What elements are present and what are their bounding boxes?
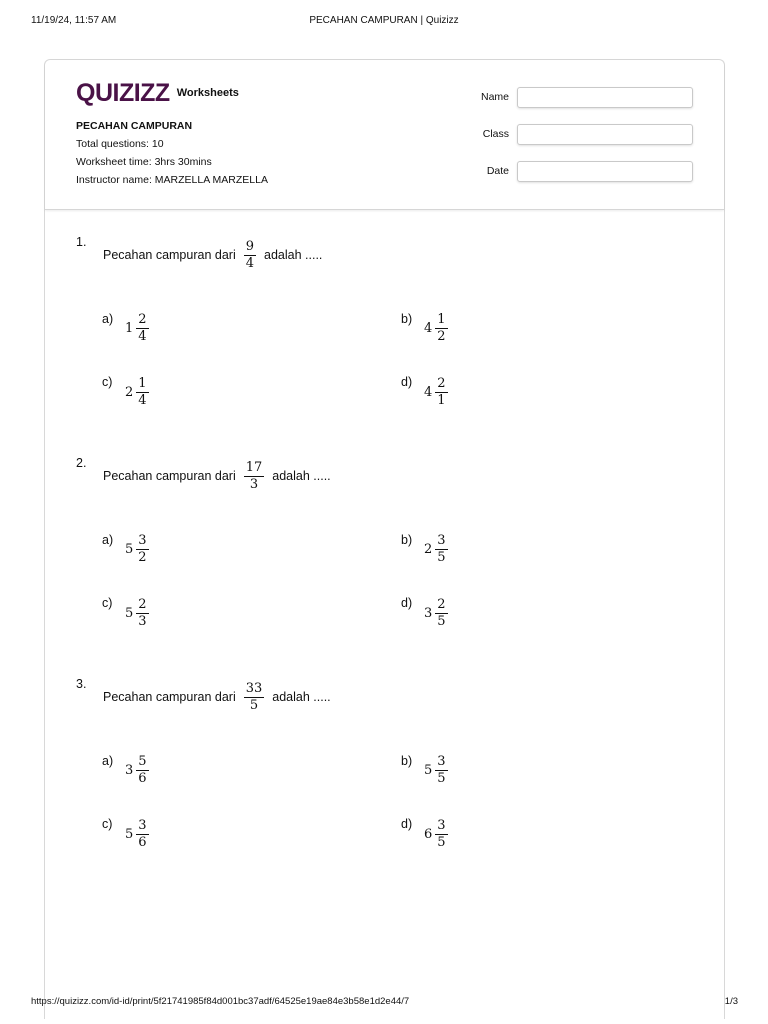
question-text [103, 682, 331, 712]
question-fraction [244, 461, 265, 491]
answer-option[interactable] [125, 313, 149, 343]
option-label: c) [102, 817, 113, 831]
numerator: 2 [437, 376, 446, 391]
whole-number: 5 [125, 541, 134, 557]
numerator: 2 [138, 312, 147, 327]
answer-option[interactable] [125, 819, 149, 849]
denominator: 6 [138, 770, 147, 786]
option-label: a) [102, 754, 114, 768]
question-prefix: Pecahan campuran dari [103, 248, 236, 263]
option-label: d) [401, 375, 413, 389]
question-fraction [244, 682, 265, 712]
option-fraction [435, 598, 447, 628]
denominator: 2 [138, 549, 147, 565]
option-fraction [136, 819, 148, 849]
instructor-name: Instructor name: MARZELLA MARZELLA [76, 174, 268, 186]
whole-number: 6 [424, 826, 433, 842]
numerator: 17 [245, 460, 263, 475]
worksheet-header [45, 60, 724, 210]
option-label: b) [401, 754, 413, 768]
print-url: https://quizizz.com/id-id/print/5f21741985f84d001bc37adf/64525e19ae84e3b58e1d2e44/7 [31, 996, 410, 1007]
whole-number: 4 [424, 320, 433, 336]
question-suffix: adalah ..... [264, 248, 323, 263]
option-fraction [435, 377, 447, 407]
worksheet-time: Worksheet time: 3hrs 30mins [76, 156, 212, 168]
option-fraction [136, 598, 148, 628]
option-fraction [136, 534, 148, 564]
denominator: 5 [437, 834, 446, 850]
option-label: d) [401, 596, 413, 610]
numerator: 33 [245, 681, 263, 696]
numerator: 2 [437, 597, 446, 612]
answer-option[interactable] [125, 534, 149, 564]
numerator: 3 [138, 533, 147, 548]
option-label: b) [401, 533, 413, 547]
question-text [103, 461, 331, 491]
denominator: 4 [138, 392, 147, 408]
print-page-title: PECAHAN CAMPURAN | Quizizz [309, 15, 459, 26]
numerator: 3 [437, 818, 446, 833]
question-suffix: adalah ..... [272, 469, 331, 484]
numerator: 3 [437, 533, 446, 548]
option-label: d) [401, 817, 413, 831]
option-fraction [435, 313, 447, 343]
whole-number: 5 [125, 826, 134, 842]
denominator: 4 [245, 255, 255, 271]
name-label: Name [480, 91, 509, 103]
answer-option[interactable] [424, 534, 448, 564]
option-label: a) [102, 312, 114, 326]
denominator: 5 [249, 697, 259, 713]
numerator: 1 [437, 312, 446, 327]
whole-number: 5 [125, 605, 134, 621]
answer-option[interactable] [424, 313, 448, 343]
answer-option[interactable] [424, 755, 448, 785]
numerator: 3 [138, 818, 147, 833]
question-text [103, 240, 322, 270]
numerator: 1 [138, 376, 147, 391]
whole-number: 2 [125, 384, 134, 400]
question-prefix: Pecahan campuran dari [103, 690, 236, 705]
date-label: Date [486, 165, 509, 177]
question-number: 1. [76, 235, 87, 249]
answer-option[interactable] [424, 377, 448, 407]
whole-number: 2 [424, 541, 433, 557]
option-fraction [435, 819, 447, 849]
logo-subtitle: Worksheets [176, 87, 239, 99]
whole-number: 5 [424, 762, 433, 778]
numerator: 2 [138, 597, 147, 612]
whole-number: 3 [125, 762, 134, 778]
option-fraction [136, 313, 148, 343]
worksheet-title: PECAHAN CAMPURAN [76, 120, 193, 132]
option-label: c) [102, 375, 113, 389]
numerator: 9 [245, 239, 255, 254]
whole-number: 3 [424, 605, 433, 621]
option-fraction [136, 755, 148, 785]
answer-option[interactable] [125, 377, 149, 407]
name-field[interactable] [517, 87, 693, 108]
question-number: 3. [76, 677, 87, 691]
denominator: 3 [138, 613, 147, 629]
option-label: c) [102, 596, 113, 610]
option-fraction [136, 377, 148, 407]
answer-option[interactable] [125, 755, 149, 785]
denominator: 2 [437, 328, 446, 344]
print-header [0, 15, 768, 31]
total-questions: Total questions: 10 [76, 138, 164, 150]
answer-option[interactable] [424, 819, 448, 849]
numerator: 3 [437, 754, 446, 769]
question-number: 2. [76, 456, 87, 470]
denominator: 5 [437, 613, 446, 629]
question-suffix: adalah ..... [272, 690, 331, 705]
date-field[interactable] [517, 161, 693, 182]
answer-option[interactable] [125, 598, 149, 628]
logo-wordmark: QUIZIZZ [76, 78, 170, 107]
option-label: a) [102, 533, 114, 547]
option-label: b) [401, 312, 413, 326]
class-field[interactable] [517, 124, 693, 145]
denominator: 5 [437, 549, 446, 565]
quizizz-logo [76, 78, 239, 108]
answer-option[interactable] [424, 598, 448, 628]
whole-number: 4 [424, 384, 433, 400]
print-datetime: 11/19/24, 11:57 AM [31, 15, 117, 26]
numerator: 5 [138, 754, 147, 769]
option-fraction [435, 755, 447, 785]
denominator: 4 [138, 328, 147, 344]
denominator: 5 [437, 770, 446, 786]
class-label: Class [482, 128, 509, 140]
denominator: 1 [437, 392, 446, 408]
option-fraction [435, 534, 447, 564]
denominator: 6 [138, 834, 147, 850]
whole-number: 1 [125, 320, 134, 336]
denominator: 3 [249, 476, 259, 492]
print-page-count: 1/3 [724, 996, 738, 1007]
question-fraction [244, 240, 256, 270]
question-prefix: Pecahan campuran dari [103, 469, 236, 484]
